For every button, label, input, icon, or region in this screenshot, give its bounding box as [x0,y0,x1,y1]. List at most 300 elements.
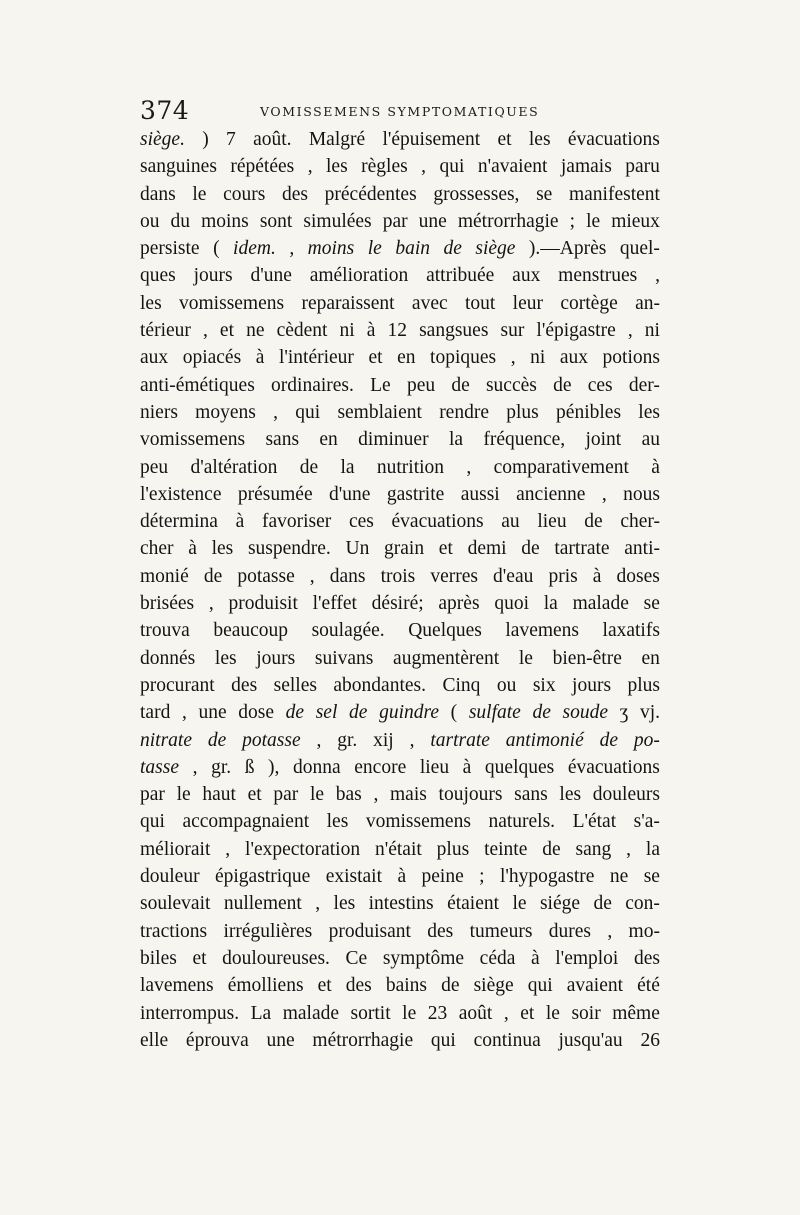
word: même [612,1002,660,1024]
word: interrompus. [140,1002,240,1024]
word: , [202,320,208,342]
word: tartrate [430,729,490,751]
word: été [637,975,660,997]
word: ; [569,210,576,232]
word: sont [259,210,293,232]
word: succès [485,374,537,396]
text-line [140,645,660,672]
word: intestins [368,893,434,915]
word: Quelques [408,620,482,642]
word: sans [265,429,300,451]
word: , [225,838,231,860]
word: le [586,210,601,232]
text-line [140,153,660,180]
word: doses [616,565,660,587]
word: sanguines [140,156,217,178]
word: fréquence, [483,429,566,451]
word: soude [562,702,608,724]
text-line [140,781,660,808]
word: métrorrhagie [457,210,559,232]
word: évacuations [567,756,660,778]
word: 26 [640,1029,660,1051]
word: les [211,538,234,560]
word: étaient [447,893,500,915]
word: le [512,893,527,915]
word: l'épigastre [536,320,616,342]
word: trois [380,565,416,587]
word: monié [140,565,189,587]
word: symptôme [382,947,465,969]
word: en [641,647,660,669]
word: l'épuisement [382,129,481,150]
word: produisant [328,920,411,942]
word: aux [559,347,588,369]
word: bain [395,238,430,260]
text-line [140,317,660,344]
word: plus [627,674,660,696]
word: qui [527,975,553,997]
text-line [140,945,660,972]
word: dans [329,565,366,587]
word: des [633,947,660,969]
word: tumeurs [469,920,533,942]
word: au [501,511,520,533]
word: douleurs [592,784,660,806]
word: , [373,784,379,806]
word: ni [644,320,660,342]
word: de [542,838,561,860]
word: l'hypogastre [499,866,595,888]
word: , [273,401,278,423]
word: laxatifs [602,620,660,642]
word: en [319,429,338,451]
word: sangsues [419,320,489,342]
word: tartrate [554,538,610,560]
word: nutrition [376,456,445,478]
word: ou [496,674,517,696]
word: et [317,975,332,997]
word: , [510,347,516,369]
word: potasse [237,565,295,587]
word: qui [430,1029,456,1051]
word: nullement [223,893,302,915]
word: le [176,784,191,806]
word: an- [635,292,660,314]
text-line [140,290,660,317]
word: , [655,265,660,287]
word: sur [500,320,525,342]
word: lavemens [140,975,214,997]
word: après [438,593,480,615]
word: tractions [140,920,208,942]
word: der- [628,374,660,396]
word: l'emploi [555,947,619,969]
word: qui [295,401,321,423]
word: du [170,210,191,232]
text-line [140,399,660,426]
word: vomissemens [365,811,471,833]
word: qui [439,156,465,178]
word: de [443,238,462,260]
text-line [140,126,660,153]
word: nous [623,483,660,505]
word: cher [140,538,174,560]
word: qui [140,811,165,833]
word: évacuations [391,511,484,533]
word: aux [140,347,169,369]
word: procurant [140,674,215,696]
word: 23 [427,1002,448,1024]
word: par [273,784,299,806]
word: une [418,210,447,232]
word: plus [436,838,470,860]
word: 7 [226,129,236,150]
word: soulagée. [311,620,385,642]
word: encore [354,756,407,778]
word: suivans [314,647,374,669]
word: et [247,784,262,806]
word: nitrate [140,729,192,751]
word: avaient [566,975,624,997]
word: toujours [438,784,503,806]
word: beaucoup [213,620,289,642]
word: guindre [379,702,440,724]
word: aussi [460,483,500,505]
word: évacuations [567,129,660,150]
body-text [140,126,660,1054]
word: trouva [140,620,190,642]
word: émolliens [227,975,304,997]
word: à [651,456,660,478]
word: , [409,729,415,751]
word: , [503,1002,509,1024]
word: de [584,511,603,533]
word: se [536,183,553,205]
word: de [349,702,368,724]
word: comparativement [493,456,629,478]
word: le [402,1002,417,1024]
word: persiste [140,238,200,260]
text-line [140,617,660,644]
word: selles [273,674,317,696]
word: demi [467,538,507,560]
text-line [140,836,660,863]
word: potasse [242,729,301,751]
word: l'effet [312,593,357,615]
word: de [207,729,227,751]
word: ( [213,238,220,260]
word: précédentes [324,183,417,205]
word: à [592,565,602,587]
text-line [140,181,660,208]
word: méliorait [140,838,211,860]
text-line [140,672,660,699]
word: donnés [140,647,196,669]
word: ).—Après [528,238,607,260]
word: une [198,702,227,724]
word: ces [587,374,613,396]
word: produisit [228,593,298,615]
word: n'avaient [477,156,548,178]
word: ni [530,347,546,369]
word: ʒ [619,702,629,724]
word: grossesses, [433,183,520,205]
word: bains [385,975,428,997]
word: attribuée [426,265,495,287]
word: jamais [560,156,612,178]
word: accompagnaient [182,811,310,833]
word: lavemens [505,620,580,642]
word: présumée [237,483,313,505]
page-header [140,96,660,126]
text-line [140,208,660,235]
word: vj. [639,702,660,724]
word: , [192,756,198,778]
word: et [438,538,453,560]
word: une [266,1029,295,1051]
word: le [367,238,382,260]
word: les [140,292,162,314]
word: , [601,483,607,505]
word: de [593,893,612,915]
text-line [140,535,660,562]
word: vomissemens [179,292,285,314]
word: tout [464,292,496,314]
word: à [462,756,472,778]
word: anti- [624,538,660,560]
word: d'altération [190,456,278,478]
word: L'état [572,811,617,833]
word: aux [512,265,541,287]
word: de [451,374,470,396]
word: ques [140,265,176,287]
word: les [528,129,551,150]
word: pris [548,565,578,587]
word: mieux [611,210,660,232]
text-line [140,590,660,617]
word: à [255,347,265,369]
word: s'a- [633,811,660,833]
word: xij [373,729,394,751]
word: à [188,538,197,560]
text-line [140,1027,660,1054]
page-number: 374 [140,96,190,125]
text-line [140,1000,660,1027]
word: le [309,784,325,806]
word: d'une [250,265,292,287]
text-line [140,563,660,590]
word: existait [325,866,383,888]
word: céda [479,947,516,969]
word: l'expectoration [245,838,361,860]
word: cours [223,183,266,205]
word: les [326,811,349,833]
word: mo- [628,920,660,942]
word: moyens [195,401,256,423]
word: peu [140,456,169,478]
word: vomissemens [140,429,246,451]
word: jusqu'au [558,1029,623,1051]
word: , [626,838,632,860]
text-line [140,454,660,481]
word: de [599,729,619,751]
word: haut [202,784,236,806]
word: ne [609,866,629,888]
word: et [219,320,234,342]
word: août. [253,129,292,150]
word: sans [514,784,548,806]
word: épigastrique [214,866,311,888]
word: cortège [560,292,618,314]
word: suspendre. [247,538,331,560]
word: reparaissent [301,292,395,314]
word: sulfate [468,702,521,724]
word: le [192,183,207,205]
word: 12 [387,320,408,342]
word: jours [256,647,296,669]
word: dose [238,702,275,724]
word: à [235,511,245,533]
word: n'était [374,838,422,860]
word: abondantes. [333,674,427,696]
word: gastrite [386,483,445,505]
word: idem. [233,238,276,260]
text-line [140,262,660,289]
word: tard [140,702,171,724]
word: d'une [329,483,371,505]
text-line [140,481,660,508]
word: soulevait [140,893,211,915]
word: irrégulières [223,920,313,942]
word: et [192,947,207,969]
word: la [448,429,464,451]
word: continua [473,1029,541,1051]
word: leur [512,292,543,314]
word: siège [475,238,516,260]
word: sang [575,838,612,860]
word: à [366,320,376,342]
word: ), [268,756,280,778]
word: répétées [230,156,295,178]
word: joint [585,429,622,451]
word: ancienne [516,483,586,505]
text-line [140,863,660,890]
word: , [309,565,315,587]
word: dures [548,920,591,942]
text-line [140,754,660,781]
word: jours [193,265,233,287]
word: anti-émétiques [140,374,255,396]
word: en [397,347,416,369]
word: ni [339,320,355,342]
word: des [427,920,454,942]
word: métrorrhagie [312,1029,414,1051]
word: les [326,156,348,178]
word: août [458,1002,493,1024]
word: lieu [419,756,450,778]
word: amélioration [309,265,409,287]
word: et [520,1002,535,1024]
word: se [643,866,660,888]
word: lieu [537,511,567,533]
word: , [607,920,613,942]
word: , [316,729,322,751]
text-line [140,508,660,535]
word: bas [335,784,362,806]
word: antimonié [505,729,584,751]
word: et [497,129,512,150]
word: des [282,183,308,205]
word: peine [421,866,464,888]
word: Ce [345,947,368,969]
word: des [345,975,372,997]
text-line [140,344,660,371]
word: siége [539,893,581,915]
word: teinte [484,838,528,860]
word: biles [140,947,177,969]
word: con- [625,893,660,915]
word: bien-être [552,647,622,669]
word: avec [411,292,448,314]
text-line [140,699,660,726]
word: d'eau [493,565,534,587]
text-line [140,972,660,999]
word: peu [406,374,436,396]
word: malade [282,1002,340,1024]
word: de [299,456,319,478]
word: de [521,538,540,560]
word: tasse [140,756,179,778]
word: , [627,320,633,342]
word: , [289,238,295,260]
word: désiré; [371,593,424,615]
word: et [368,347,383,369]
word: dans [140,183,176,205]
word: diminuer [358,429,429,451]
word: menstrues [558,265,638,287]
text-line [140,426,660,453]
word: éprouva [185,1029,249,1051]
word: ordinaires. [271,374,354,396]
word: au [641,429,660,451]
text-line [140,808,660,835]
word: pénibles [556,401,622,423]
word: Malgré [308,129,366,150]
word: naturels. [488,811,556,833]
text-line [140,890,660,917]
word: malade [572,593,629,615]
word: jours [572,674,612,696]
word: ou [140,210,160,232]
word: , [307,156,313,178]
word: , [315,893,321,915]
word: par [382,210,408,232]
word: douloureuses. [222,947,330,969]
word: , [181,702,187,724]
word: siège. [140,129,185,150]
running-head: VOMISSEMENS SYMPTOMATIQUES [260,104,540,119]
word: ( [450,702,458,724]
word: le [545,1002,560,1024]
word: moins [307,238,355,260]
word: La [250,1002,272,1024]
word: elle [140,1029,169,1051]
word: sel [315,702,338,724]
word: donna [293,756,341,778]
word: plus [506,401,539,423]
word: potions [602,347,660,369]
word: le [518,647,533,669]
